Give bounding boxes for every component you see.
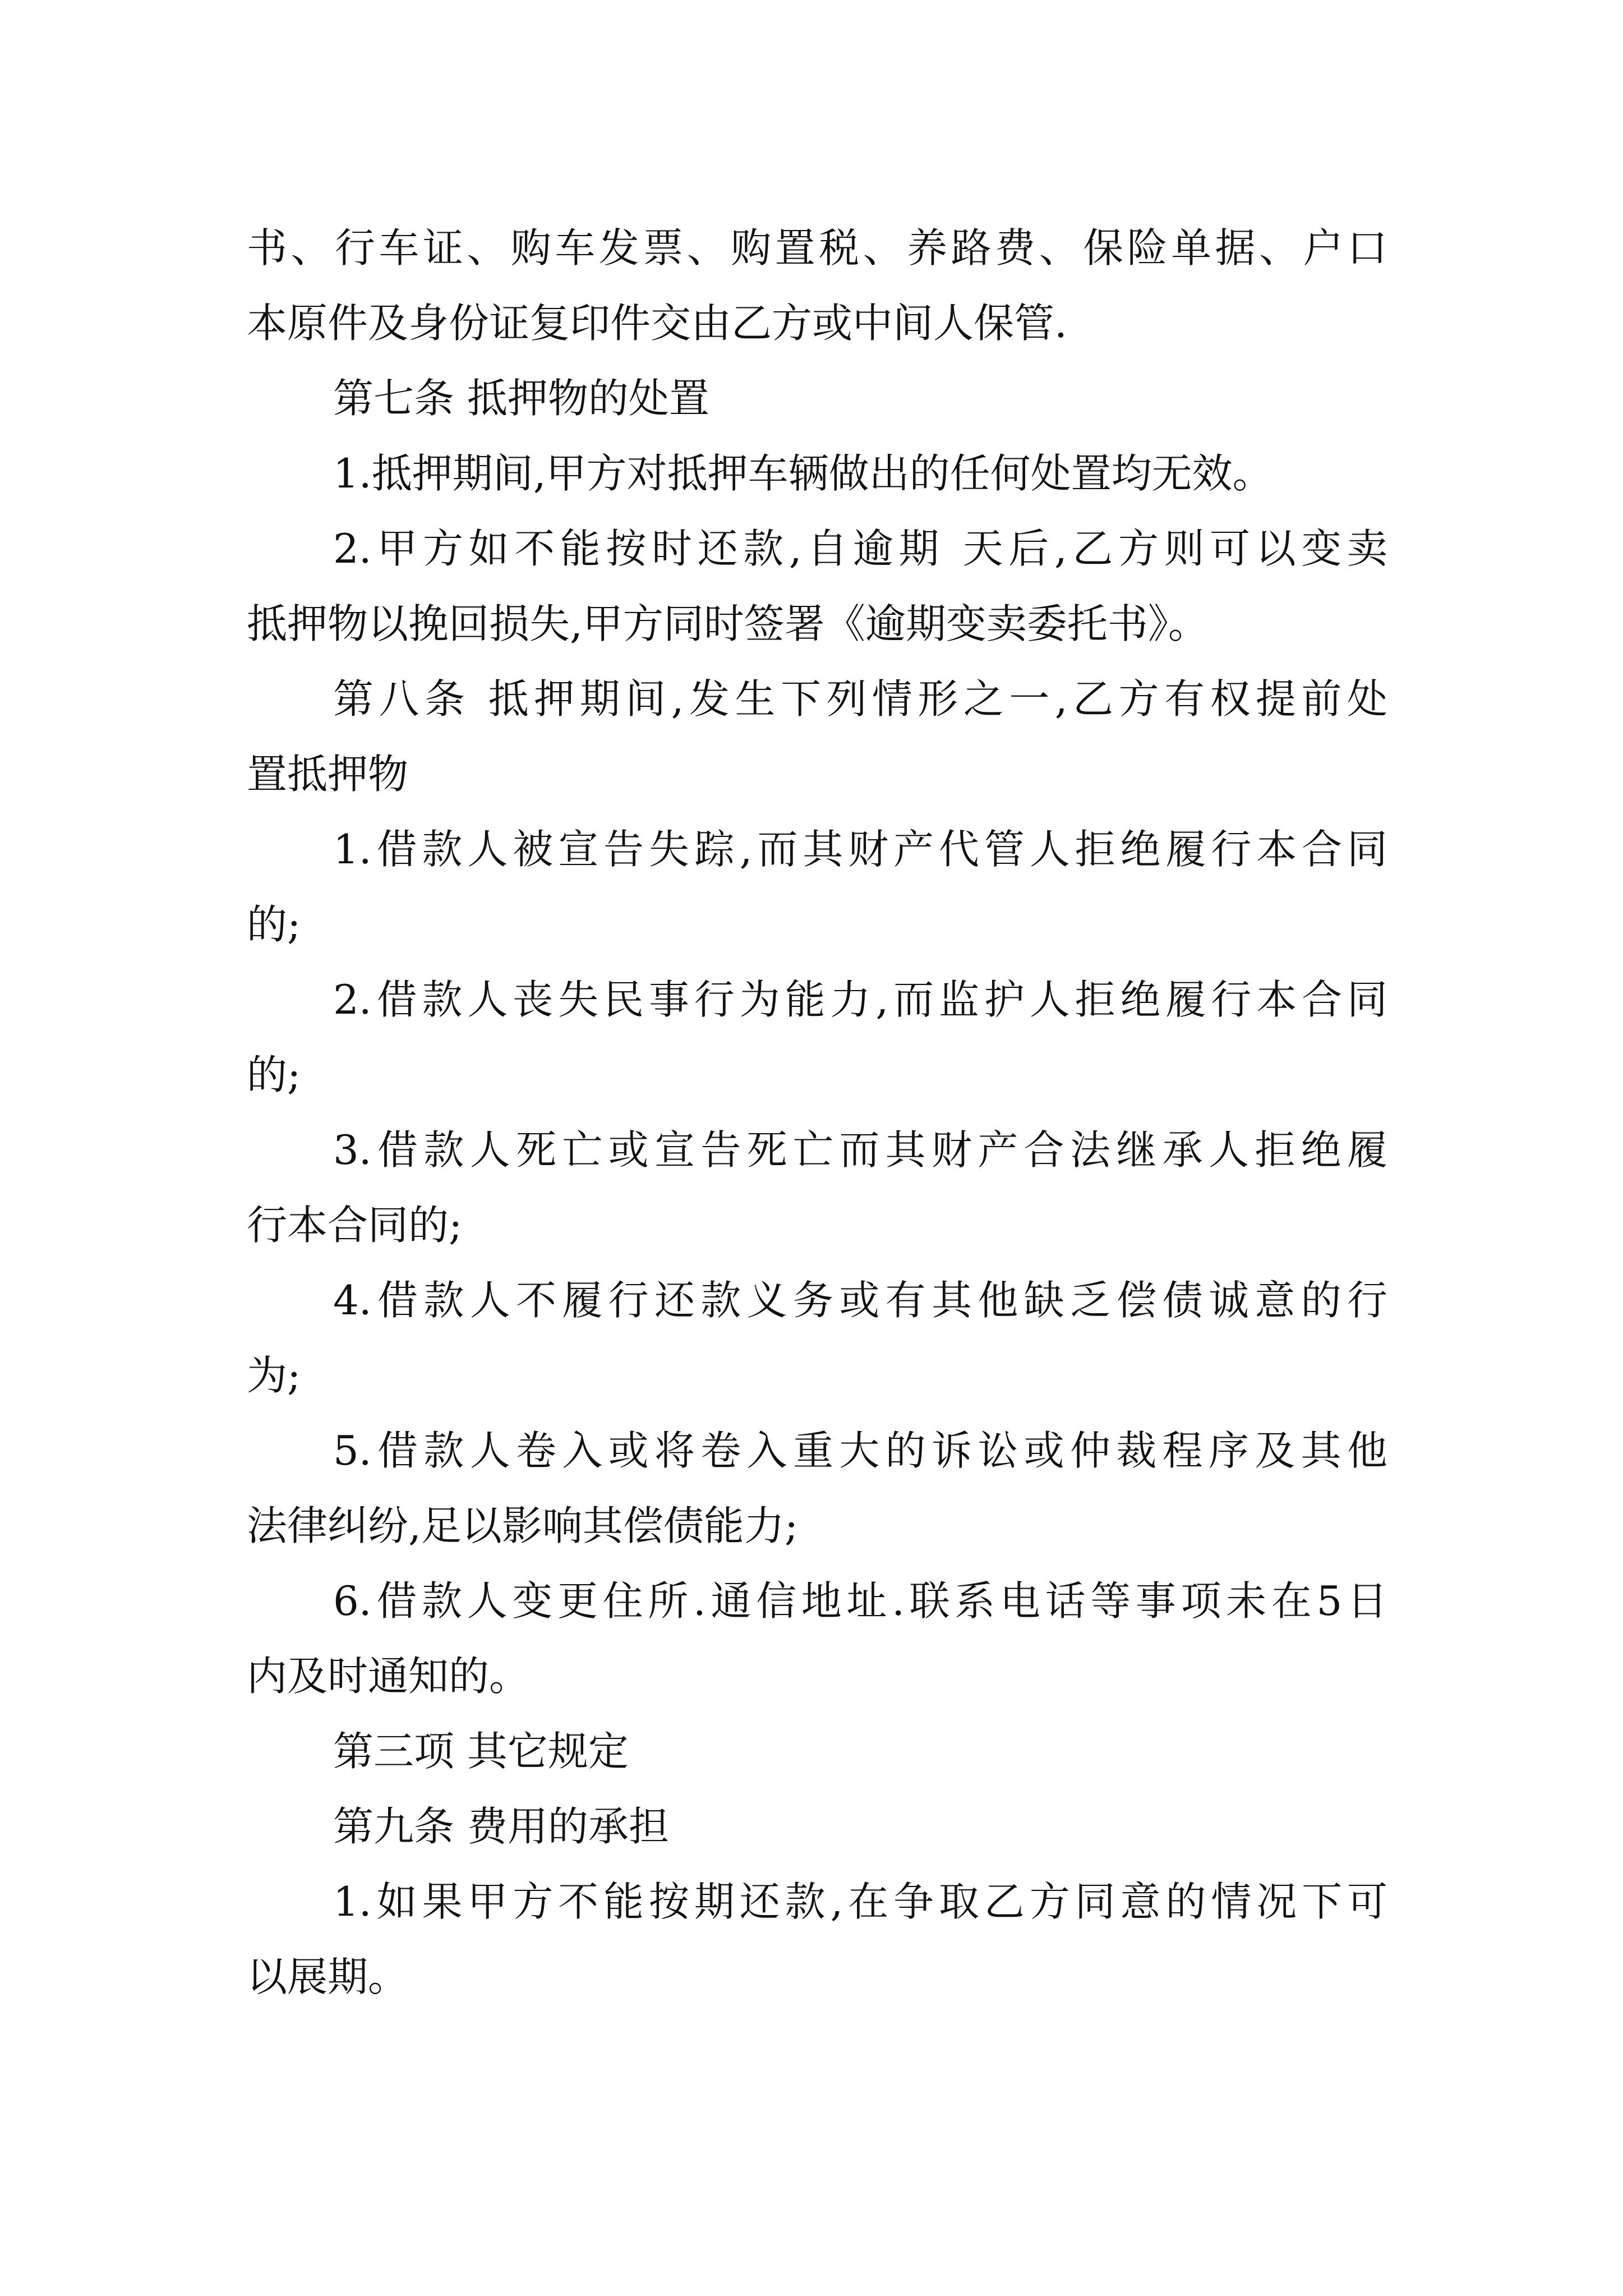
- text-line: 书、行车证、购车发票、购置税、养路费、保险单据、户口: [247, 224, 1387, 272]
- text-line: 4.借款人不履行还款义务或有其他缺乏偿债诚意的行: [333, 1277, 1387, 1324]
- text-line: 3.借款人死亡或宣告死亡而其财产合法继承人拒绝履: [333, 1126, 1387, 1174]
- text-line: 1.抵押期间,甲方对抵押车辆做出的任何处置均无效。: [333, 450, 1273, 497]
- text-line: 6.借款人变更住所.通信地址.联系电话等事项未在5日: [333, 1577, 1387, 1625]
- article-heading: 第七条 抵押物的处置: [333, 375, 709, 422]
- text-line: 以展期。: [247, 1953, 409, 2000]
- text-line: 2.甲方如不能按时还款,自逾期 天后,乙方则可以变卖: [333, 525, 1387, 572]
- text-line: 1.借款人被宣告失踪,而其财产代管人拒绝履行本合同: [333, 826, 1387, 873]
- text-line: 的;: [247, 1051, 301, 1098]
- text-line: 为;: [247, 1352, 301, 1399]
- document-body: [247, 210, 1387, 2014]
- text-line: 的;: [247, 901, 301, 948]
- text-line: 5.借款人卷入或将卷入重大的诉讼或仲裁程序及其他: [333, 1427, 1387, 1474]
- text-line: 法律纠纷,足以影响其偿债能力;: [247, 1502, 799, 1549]
- text-line: 抵押物以挽回损失,甲方同时签署《逾期变卖委托书》。: [247, 600, 1209, 647]
- article-heading: 第八条 抵押期间,发生下列情形之一,乙方有权提前处: [333, 675, 1387, 723]
- text-line: 内及时通知的。: [247, 1653, 530, 1700]
- text-line: 2.借款人丧失民事行为能力,而监护人拒绝履行本合同: [333, 976, 1387, 1023]
- text-line: 本原件及身份证复印件交由乙方或中间人保管.: [247, 300, 1067, 347]
- text-line: 置抵押物: [247, 751, 409, 798]
- article-heading: 第九条 费用的承担: [333, 1803, 669, 1850]
- text-line: 1.如果甲方不能按期还款,在争取乙方同意的情况下可: [333, 1878, 1387, 1925]
- text-line: 行本合同的;: [247, 1202, 463, 1249]
- section-heading: 第三项 其它规定: [333, 1728, 629, 1775]
